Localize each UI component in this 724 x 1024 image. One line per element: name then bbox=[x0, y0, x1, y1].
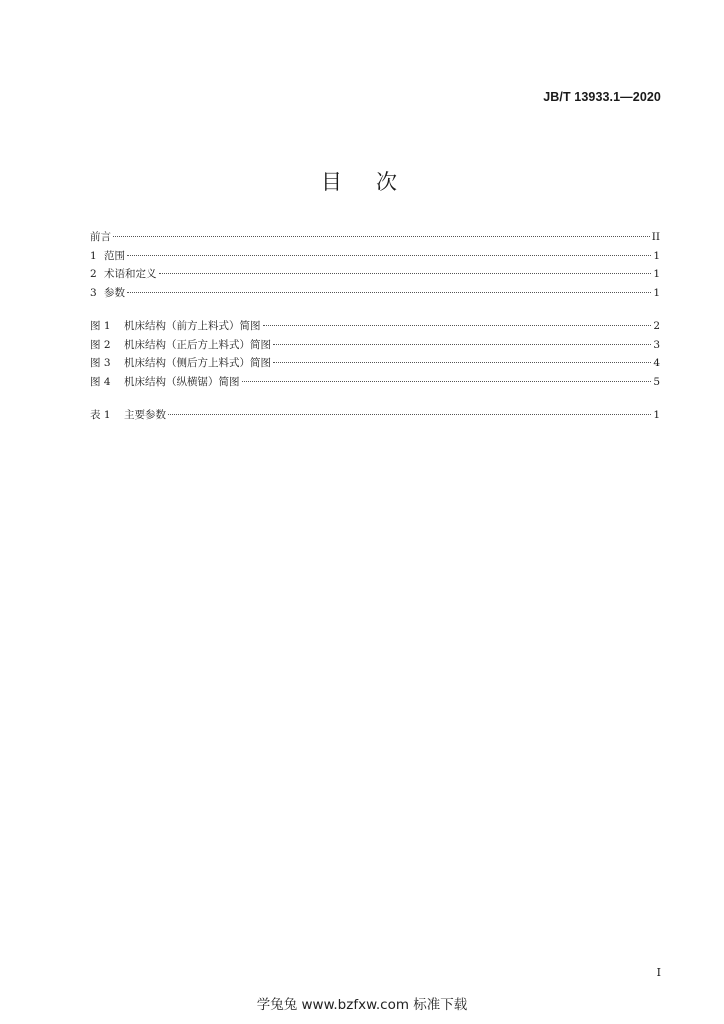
watermark-text: 学兔兔 www.bzfxw.com 标准下载 bbox=[256, 997, 468, 1013]
toc-entry-page: 1 bbox=[653, 268, 660, 280]
toc-entry-figure-2[interactable] bbox=[90, 336, 660, 355]
dot-leader bbox=[159, 273, 652, 274]
toc-entry-scope[interactable] bbox=[90, 247, 660, 266]
toc-entry-number: 图 3 bbox=[90, 357, 111, 369]
toc-entry-page: II bbox=[651, 231, 660, 243]
dot-leader bbox=[127, 255, 651, 256]
toc-entry-label: 机床结构（纵横锯）简图 bbox=[124, 375, 240, 388]
toc-entry-page: 1 bbox=[653, 249, 660, 262]
toc-entry-page: 4 bbox=[653, 357, 660, 369]
toc-entry-page: 3 bbox=[653, 338, 660, 351]
toc-sections bbox=[90, 228, 660, 302]
toc-entry-label: 范围 bbox=[104, 249, 125, 262]
toc-entry-label: 机床结构（侧后方上料式）简图 bbox=[124, 357, 271, 369]
dot-leader bbox=[242, 381, 652, 382]
toc-entry-figure-3[interactable] bbox=[90, 354, 660, 373]
dot-leader bbox=[113, 236, 650, 237]
table-of-contents bbox=[90, 228, 660, 425]
toc-entry-figure-4[interactable] bbox=[90, 373, 660, 392]
toc-entry-figure-1[interactable] bbox=[90, 317, 660, 336]
toc-entry-label: 机床结构（正后方上料式）简图 bbox=[124, 338, 271, 351]
dot-leader bbox=[273, 344, 651, 345]
toc-entry-number: 2 bbox=[90, 268, 97, 280]
toc-entry-parameters[interactable] bbox=[90, 284, 660, 303]
dot-leader bbox=[263, 325, 652, 326]
toc-entry-number: 图 1 bbox=[90, 320, 111, 332]
toc-entry-label: 机床结构（前方上料式）简图 bbox=[124, 320, 261, 332]
toc-entry-terms[interactable] bbox=[90, 265, 660, 284]
page-title: 目次 bbox=[321, 170, 431, 194]
dot-leader bbox=[273, 362, 651, 363]
toc-tables bbox=[90, 406, 660, 425]
toc-entry-label: 术语和定义 bbox=[104, 268, 157, 280]
toc-entry-page: 1 bbox=[653, 409, 660, 421]
toc-entry-number: 图 4 bbox=[90, 375, 111, 388]
dot-leader bbox=[168, 414, 651, 415]
toc-entry-number: 表 1 bbox=[90, 409, 111, 421]
document-code: JB/T 13933.1—2020 bbox=[543, 90, 661, 104]
toc-entry-page: 5 bbox=[653, 375, 660, 388]
toc-entry-label: 前言 bbox=[90, 231, 111, 243]
toc-entry-label: 参数 bbox=[104, 286, 125, 299]
toc-entry-number: 1 bbox=[90, 249, 97, 262]
toc-entry-number: 3 bbox=[90, 286, 97, 299]
toc-entry-label: 主要参数 bbox=[124, 409, 166, 421]
toc-entry-foreword[interactable] bbox=[90, 228, 660, 247]
page-number: I bbox=[656, 966, 661, 979]
toc-entry-table-1[interactable] bbox=[90, 406, 660, 425]
toc-entry-page: 2 bbox=[653, 320, 660, 332]
toc-entry-number: 图 2 bbox=[90, 338, 111, 351]
toc-figures bbox=[90, 317, 660, 391]
toc-entry-page: 1 bbox=[653, 286, 660, 299]
dot-leader bbox=[127, 292, 651, 293]
